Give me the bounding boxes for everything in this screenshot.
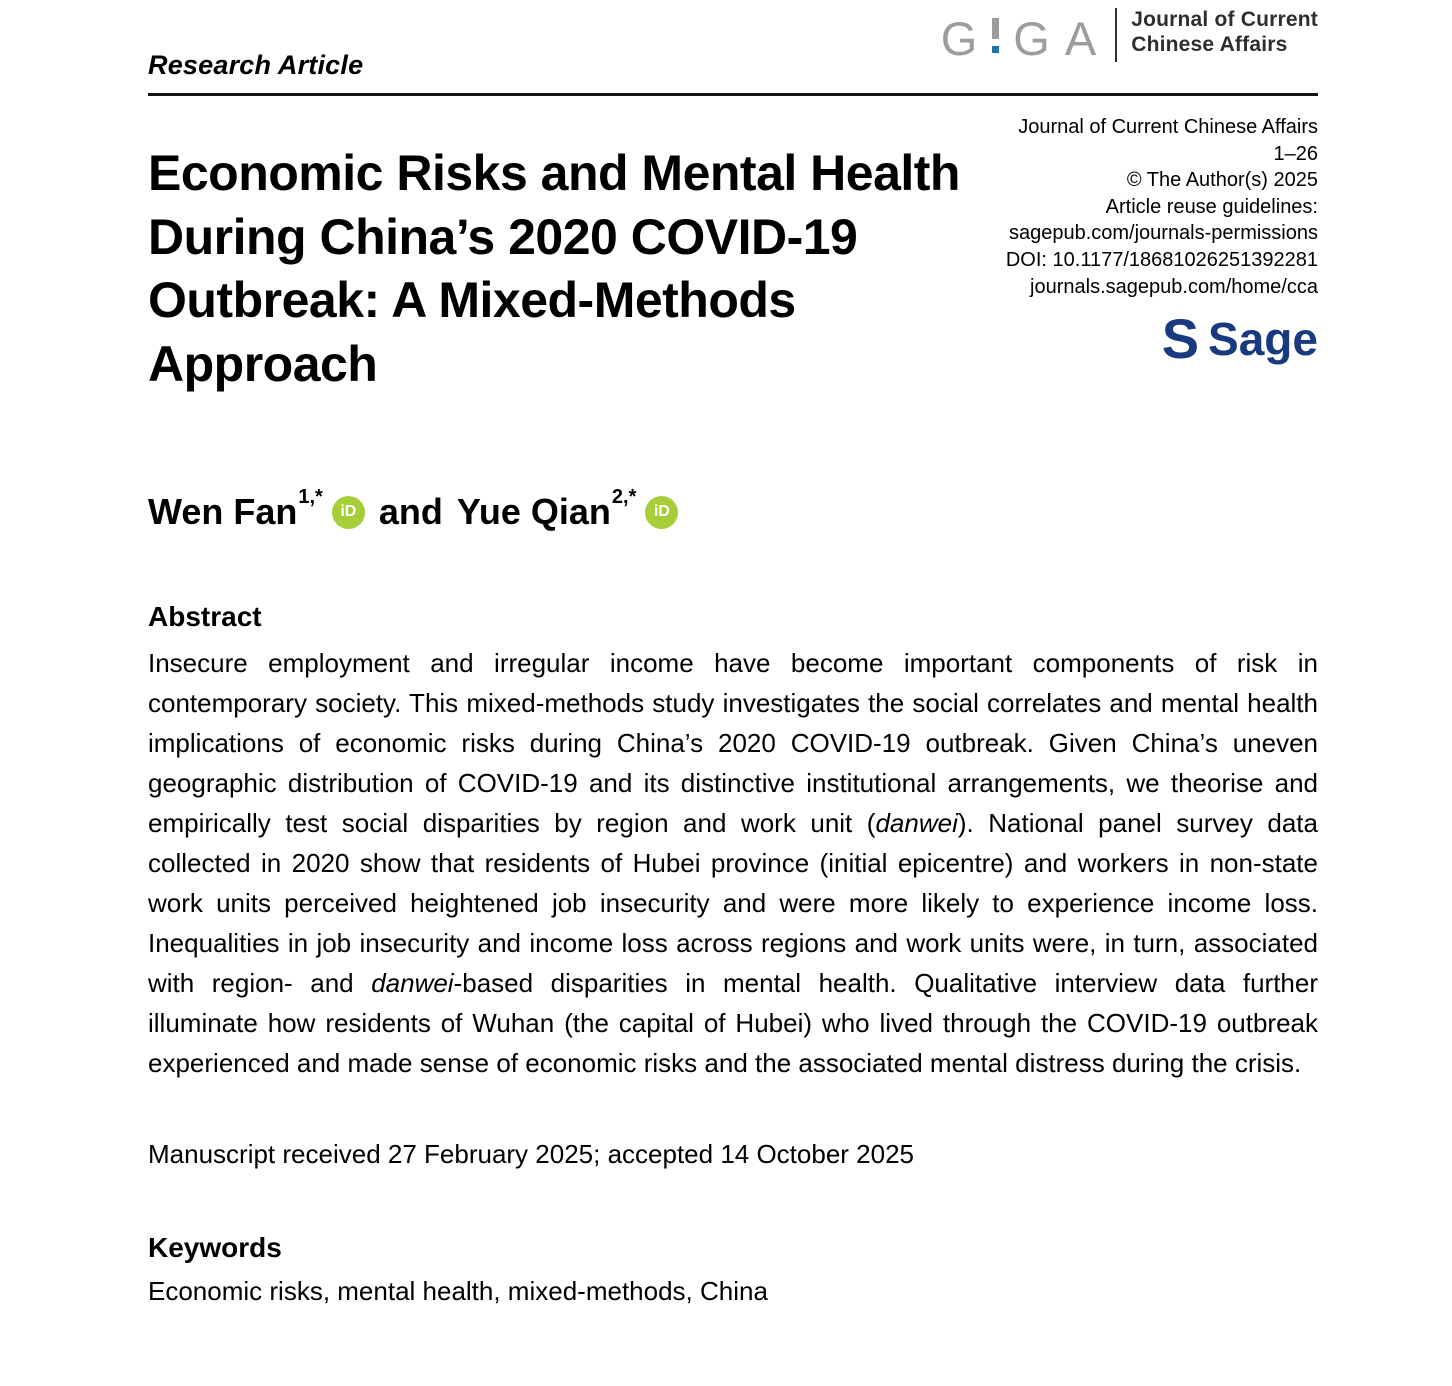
giga-letter-g1: G [940, 12, 979, 65]
journal-info-doi-link[interactable]: DOI: 10.1177/18681026251392281 [1005, 248, 1318, 271]
masthead-journal-name-line2: Chinese Affairs [1131, 33, 1288, 57]
giga-letter-g2: G [1013, 12, 1051, 65]
journal-info-permissions-link[interactable]: sagepub.com/journals-permissions [1008, 222, 1318, 245]
keywords-list: Economic risks, mental health, mixed-methods, China [148, 1276, 768, 1306]
article-title: Economic Risks and Mental Health During China’s 2020 COVID-19 Outbreak: A Mixed-Methods Approach [148, 145, 960, 392]
author-1-affiliation-superscript: 1,* [298, 485, 323, 508]
page-header [148, 0, 1318, 96]
abstract-section [148, 601, 1318, 1083]
journal-info-block [1005, 114, 1318, 371]
journal-info-home-link[interactable]: journals.sagepub.com/home/cca [1030, 275, 1318, 298]
sage-s-icon: S [1161, 307, 1200, 371]
keywords-heading: Keywords [148, 1232, 282, 1263]
title-and-info-row [148, 96, 1318, 396]
masthead-journal-name-line1: Journal of Current [1131, 8, 1318, 32]
giga-i-mark-icon [992, 18, 999, 53]
giga-letter-a: A [1064, 12, 1098, 65]
sage-wordmark: Sage [1208, 313, 1318, 366]
giga-i-bar [992, 18, 999, 39]
orcid-icon[interactable]: iD [645, 496, 678, 529]
sage-logo [1006, 307, 1318, 371]
article-type-kicker: Research Article [148, 50, 364, 80]
journal-info-reuse-guidelines: Article reuse guidelines: [1105, 195, 1318, 218]
author-name-1: Wen Fan [148, 491, 298, 532]
orcid-icon[interactable]: iD [332, 496, 365, 529]
author-name-2: Yue Qian [456, 491, 611, 532]
giga-wordmark [940, 12, 1098, 65]
journal-info-copyright: © The Author(s) 2025 [1126, 169, 1318, 192]
journal-info-page-range: 1–26 [1273, 142, 1318, 165]
author-2-affiliation-superscript: 2,* [611, 485, 637, 508]
giga-masthead-logo [940, 8, 1318, 65]
abstract-text: Insecure employment and irregular income have become important components of risk in contemporary society. This mixed-methods study investigates the social correlates and mental health implications of economic risks during China’s 2020 COVID-19 outbreak. Given China’s uneven geographic distribution of COVID-19 and its distinctive institutional arrangements, we theorise and empirically test social disparities by region and work unit (danwei). National panel survey data collected in 2020 show that residents of Hubei province (initial epicentre) and workers in non-state work units perceived heightened job insecurity and were more likely to experience income loss. Inequalities in job insecurity and income loss across regions and work units were, in turn, associated with region- and danwei-based disparities in mental health. Qualitative interview data further illuminate how residents of Wuhan (the capital of Hubei) who lived through the COVID-19 outbreak experienced and made sense of economic risks and the associated mental distress during the crisis. [148, 648, 1318, 1078]
masthead-divider [1115, 8, 1117, 62]
authors-conjunction: and [378, 491, 443, 532]
author-byline [148, 485, 1318, 533]
masthead-journal-name [1131, 8, 1318, 58]
abstract-heading: Abstract [148, 601, 262, 632]
keywords-section [148, 1232, 1318, 1307]
journal-info-journal-name: Journal of Current Chinese Affairs [1018, 116, 1318, 138]
manuscript-dates-line: Manuscript received 27 February 2025; accepted 14 October 2025 [148, 1139, 915, 1169]
giga-i-blue-dot [992, 46, 999, 53]
